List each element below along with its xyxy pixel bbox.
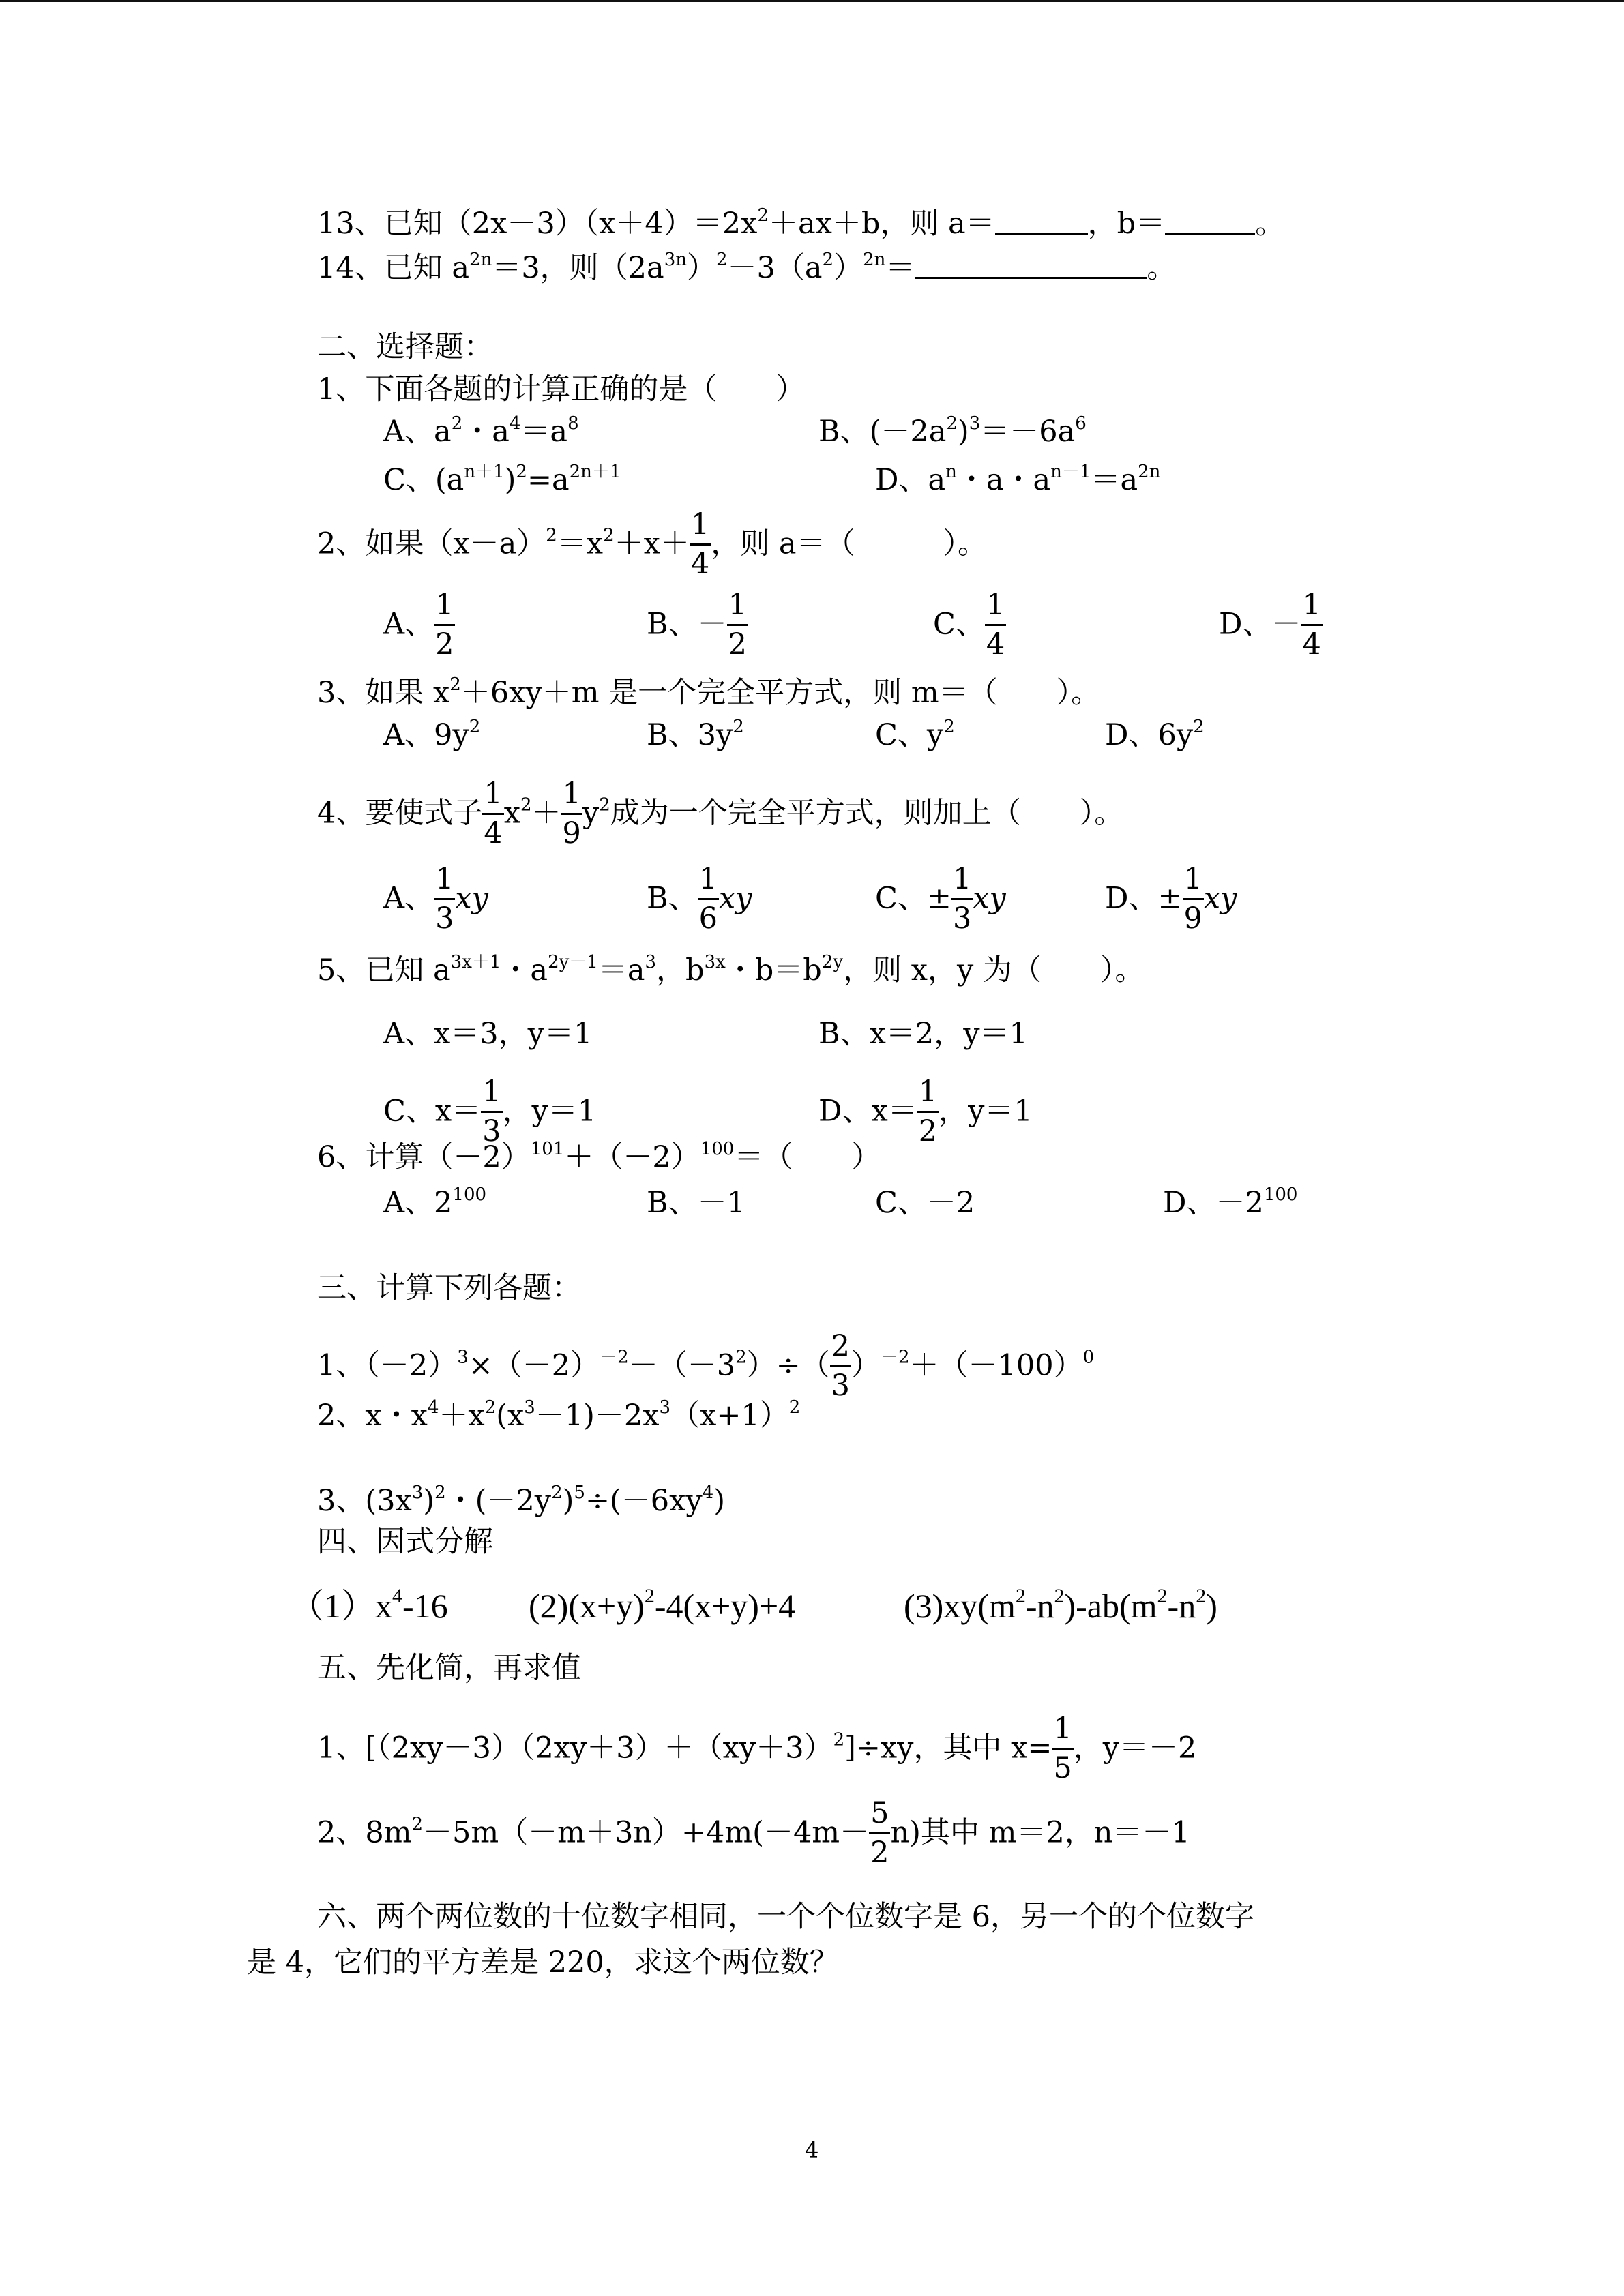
q6-option-d[interactable]: D、$-2^{100}$: [1163, 1184, 1298, 1220]
fill-question-13: 13、已知$(2x-3)(x+4)=2x^2+ax+b$，则 a＝ ，b＝ 。: [317, 205, 1285, 241]
section-heading-choice: 二、选择题：: [317, 330, 493, 364]
q4-option-a[interactable]: A、 $\frac{1}{3}$ xy: [383, 862, 488, 936]
fraction: $\frac{1}{4}$: [690, 507, 710, 581]
q5-option-a[interactable]: A、x＝3，y＝1: [383, 1017, 593, 1051]
q2-option-b[interactable]: B、－ $\frac{1}{2}$: [647, 588, 747, 661]
q2-option-c[interactable]: C、 $\frac{1}{4}$: [933, 588, 1005, 661]
q6-option-a[interactable]: A、$2^{100}$: [383, 1184, 487, 1220]
q4-option-d[interactable]: D、± $\frac{1}{9}$ xy: [1105, 862, 1237, 936]
q3-option-c[interactable]: C、$y^2$: [875, 717, 955, 752]
calc-question-2: 2、x・$x^4+x^2(x^3-1)-2x^3(x+1)^2$: [317, 1397, 801, 1433]
answer-blank-b[interactable]: [1165, 205, 1255, 235]
word-problem-line-1: 六、两个两位数的十位数字相同，一个个位数字是 6，另一个的个位数字: [317, 1900, 1255, 1934]
calc-question-1: 1、$(-2)^3\times(-2)^{-2}-(-3^2)\div$（ $\frac{2}{3}$ ）$^{-2}+(-100)^0$: [317, 1329, 1095, 1403]
q1-option-c[interactable]: C、$(a^{n+1})^2=a^{2n+1}$: [383, 462, 621, 497]
q1-option-d[interactable]: D、$a^n$・a・$a^{n-1}=a^{2n}$: [875, 462, 1161, 497]
q3-option-a[interactable]: A、$9y^2$: [383, 717, 481, 752]
q4-option-b[interactable]: B、 $\frac{1}{6}$ xy: [647, 862, 752, 936]
simplify-question-2: 2、$8m^2-5m(-m+3n)+4m(-4m-$ $\frac{5}{2}$ n)其中 m＝2，n＝－1: [317, 1796, 1190, 1870]
choice-question-4: 4、要使式子 $\frac{1}{4}$ $x^2+$ $\frac{1}{9}$ $y^2$成为一个完全平方式，则加上（ ）。: [317, 777, 1124, 850]
q6-option-b[interactable]: B、－1: [647, 1186, 745, 1220]
q5-option-d[interactable]: D、x＝ $\frac{1}{2}$ ，y＝1: [818, 1075, 1033, 1148]
page-number: 4: [805, 2137, 819, 2163]
factor-problem-1: $(1)x^4-16$: [290, 1585, 448, 1625]
answer-blank[interactable]: [915, 249, 1147, 279]
q3-option-d[interactable]: D、$6y^2$: [1105, 717, 1205, 752]
factor-problem-3: $(3)xy(m^2-n^2)-ab(m^2-n^2)$: [904, 1585, 1217, 1625]
q2-option-a[interactable]: A、 $\frac{1}{2}$: [383, 588, 454, 661]
q1-option-b[interactable]: B、$(-2a^2)^3=-6a^6$: [818, 413, 1087, 449]
q5-option-c[interactable]: C、x＝ $\frac{1}{3}$ ，y＝1: [383, 1075, 597, 1148]
answer-blank-a[interactable]: [995, 205, 1088, 235]
top-border: [0, 0, 1624, 2]
factor-problem-2: $(2)(x+y)^2-4(x+y)+4$: [529, 1585, 796, 1625]
q1-option-a[interactable]: A、$a^2$・$a^4=a^8$: [383, 413, 579, 449]
fill-question-14: 14、已知 $a^{2n}=3$，则$(2a^{3n})^2-3(a^2)^{2n}=$ 。: [317, 249, 1177, 285]
choice-question-2: 2、如果$(x-a)^2=x^2+x+$ $\frac{1}{4}$ ，则 a＝（ ）。: [317, 507, 988, 581]
q2-option-d[interactable]: D、－ $\frac{1}{4}$: [1219, 588, 1321, 661]
choice-question-6: 6、计算$(-2)^{101}+(-2)^{100}=$（ ）: [317, 1139, 881, 1174]
q6-option-c[interactable]: C、－2: [875, 1186, 975, 1220]
choice-question-5: 5、已知 $a^{3x+1}$・$a^{2y-1}=a^3$，$b^{3x}$・$b=b^{2y}$，则 x，y 为（ ）。: [317, 952, 1145, 987]
simplify-question-1: 1、$[(2xy-3)(2xy+3)+(xy+3)^2]\div xy$，其中 x= $\frac{1}{5}$ ，y＝－2: [317, 1712, 1197, 1785]
word-problem-line-2: 是 4，它们的平方差是 220，求这个两位数？: [247, 1945, 839, 1980]
section-heading-calc: 三、计算下列各题：: [317, 1271, 581, 1305]
section-heading-simplify: 五、先化简，再求值: [317, 1651, 581, 1685]
q5-option-b[interactable]: B、x＝2，y＝1: [818, 1017, 1028, 1051]
q4-option-c[interactable]: C、± $\frac{1}{3}$ xy: [875, 862, 1006, 936]
section-heading-factor: 四、因式分解: [317, 1525, 493, 1559]
choice-question-3: 3、如果 $x^2+6xy+m$ 是一个完全平方式，则 m＝（ ）。: [317, 674, 1101, 710]
choice-question-1: 1、下面各题的计算正确的是（ ）: [317, 372, 806, 406]
calc-question-3: 3、$(3x^3)^2$・$(-2y^2)^5\div(-6xy^4)$: [317, 1482, 725, 1518]
q3-option-b[interactable]: B、$3y^2$: [647, 717, 744, 752]
